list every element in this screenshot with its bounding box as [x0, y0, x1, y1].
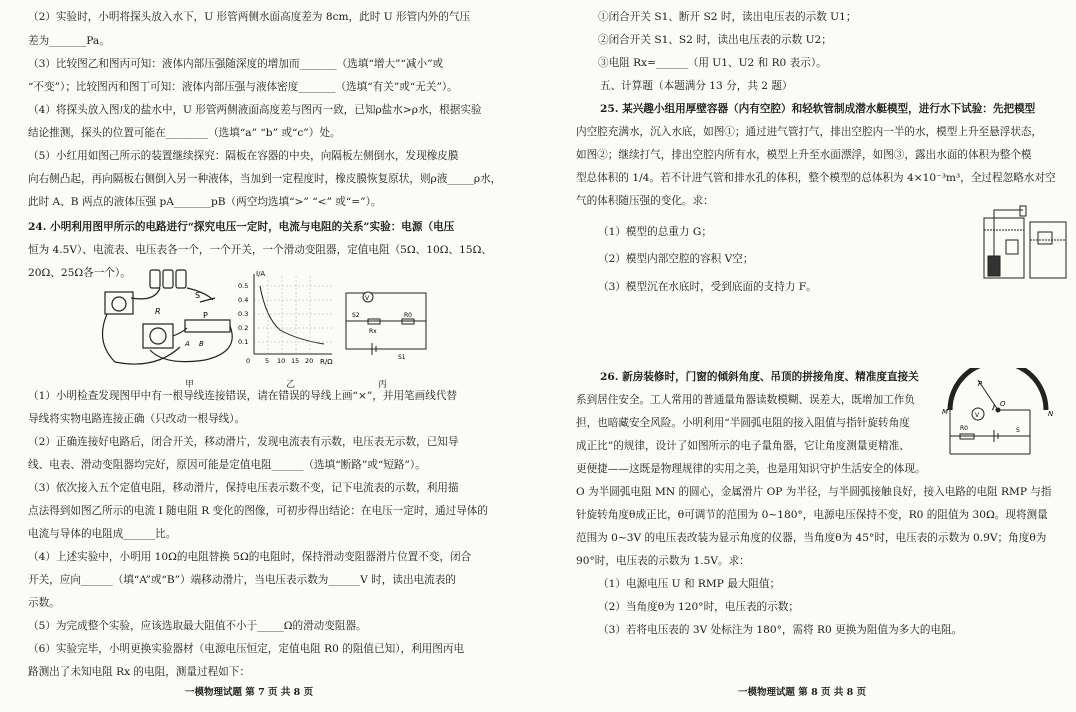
svg-text:O: O	[1000, 400, 1006, 408]
page-8	[548, 0, 1076, 712]
text-line: （2）模型内部空腔的容积 V空；	[598, 253, 754, 265]
svg-text:M: M	[942, 408, 949, 416]
text-line: （6）实验完毕，小明更换实验器材（电源电压恒定，定值电阻 R0 的阻值已知），利用图丙电	[28, 643, 465, 655]
text-line: “不变”）；比较图丙和图丁可知：液体内部压强与液体密度_______（选填“有关”或“无关”）。	[28, 81, 458, 93]
text-line: （3）模型沉在水底时，受到底面的支持力 F。	[598, 281, 817, 293]
svg-text:B: B	[199, 340, 204, 348]
svg-text:P: P	[978, 380, 983, 388]
graph-xlabel: R/Ω	[320, 358, 333, 366]
text-line: 系到居住安全。工人常用的普通量角器读数模糊、误差大，既增加工作负	[576, 394, 915, 406]
text-line: 结论推测，探头的位置可能在________（选填“a” “b” 或“c”）处。	[28, 127, 341, 139]
text-line: （4）将探头放入图戊的盐水中，U 形管两侧液面高度差与图丙一致，已知ρ盐水>ρ水，根据实验	[28, 104, 482, 116]
text-line: 恒为 4.5V）、电流表、电压表各一个，一个开关，一个滑动变阻器，定值电阻（5Ω、10Ω、15Ω、	[28, 244, 492, 256]
text-line: 针旋转角度θ成正比，θ可调节的范围为 0~180°，电源电压保持不变，R0 的阻值为 30Ω。现将测量	[576, 509, 1048, 521]
text-line: （1）电源电压 U 和 RMP 最大阻值；	[598, 578, 781, 590]
question-24: 24. 小明利用图甲所示的电路进行“探究电压一定时，电流与电阻的关系”实验：电源（电压	[28, 221, 455, 233]
xtick: 5	[265, 357, 270, 365]
svg-text:S: S	[195, 291, 201, 300]
figure-label-yi: 乙	[286, 380, 296, 390]
ytick: 0.5	[238, 282, 249, 290]
text-line: 点法得到如图乙所示的电流 I 随电阻 R 变化的图像，可初步得出结论：在电压一定时，通过导体的	[28, 505, 488, 517]
ytick: 0.1	[238, 338, 249, 346]
page-footer: 一模物理试题 第 7 页 共 8 页	[185, 687, 314, 698]
svg-text:R0: R0	[960, 425, 968, 432]
text-line: 范围为 0~3V 的电压表改装为显示角度的仪器，当角度θ为 45°时，电压表的示数为 0.9V；角度θ为	[576, 532, 1047, 544]
xtick: 10	[277, 357, 286, 365]
figure-graph-yi	[232, 268, 342, 368]
text-line: 此时 A、B 两点的液体压强 pA_______pB（两空均选填“>” “<” 或“=”）。	[28, 196, 382, 208]
ytick: 0.3	[238, 310, 249, 318]
svg-text:V: V	[975, 412, 980, 419]
figure-submarine-model	[980, 200, 1070, 280]
xtick: 15	[291, 357, 300, 365]
text-line: ②闭合开关 S1、S2 时，读出电压表的示数 U2；	[598, 34, 832, 46]
svg-text:A: A	[185, 340, 190, 348]
text-line: 担，也暗藏安全风险。小明利用“半圆弧电阻的接入阻值与指针旋转角度	[576, 417, 910, 429]
svg-text:S: S	[1016, 427, 1020, 434]
text-line: 线、电表、滑动变阻器均完好，原因可能是定值电阻______（选填“断路”或“短路”）。	[28, 459, 426, 471]
ytick: 0.2	[238, 324, 249, 332]
text-line: ①闭合开关 S1、断开 S2 时，读出电压表的示数 U1；	[598, 11, 857, 23]
question-26: 26. 新房装修时，门窗的倾斜角度、吊顶的拼接角度、精准度直接关	[600, 371, 919, 383]
page-footer: 一模物理试题 第 8 页 共 8 页	[738, 687, 867, 698]
svg-text:S1: S1	[398, 354, 406, 361]
text-line: 内空腔充满水，沉入水底，如图①；通过进气管打气，排出空腔内一半的水，模型上升至悬浮状态，	[576, 126, 1043, 138]
ytick: 0.4	[238, 296, 249, 304]
svg-text:Rx: Rx	[369, 328, 377, 335]
text-line: 向右侧凸起，再向隔板右侧倒入另一种液体，当加到一定程度时，橡皮膜恢复原状，则ρ液_____ρ水，	[28, 173, 502, 185]
text-line: （5）为完成整个实验，应该选取最大阻值不小于_____Ω的滑动变阻器。	[28, 620, 367, 632]
text-line: 导线将实物电路连接正确（只改动一根导线）。	[28, 413, 246, 425]
text-line: 气的体积随压强的变化。求：	[576, 195, 714, 207]
text-line: 差为_______Pa。	[28, 35, 110, 47]
text-line: 更便捷——这既是物理规律的实用之美，也是用知识守护生活安全的体现。	[576, 463, 926, 475]
text-line: （4）上述实验中，小明用 10Ω的电阻替换 5Ω的电阻时，保持滑动变阻器滑片位置不变，闭合	[28, 551, 472, 563]
svg-text:S2: S2	[352, 312, 360, 319]
text-line: 开关，应向______（填“A”或“B”）端移动滑片，当电压表示数为______V 时，读出电流表的	[28, 574, 456, 586]
page-7	[0, 0, 520, 712]
svg-text:R0: R0	[404, 312, 412, 319]
text-line: 电流与导体的电阻成______比。	[28, 528, 177, 540]
figure-schematic-bing	[342, 285, 430, 363]
text-line: （2）正确连接好电路后，闭合开关，移动滑片，发现电流表有示数，电压表无示数，已知导	[28, 436, 459, 448]
text-line: 90°时，电压表的示数为 1.5V。求：	[576, 555, 750, 567]
text-line: 20Ω、25Ω各一个）。	[28, 267, 131, 279]
text-line: 示数。	[28, 597, 60, 609]
graph-ylabel: I/A	[256, 270, 266, 278]
xtick: 20	[305, 357, 314, 365]
figure-protractor-circuit	[930, 368, 1060, 468]
text-line: （3）比较图乙和图丙可知：液体内部压强随深度的增加而_______（选填“增大”“减小”或	[28, 58, 444, 70]
text-line: （1）模型的总重力 G；	[598, 226, 712, 238]
svg-text:P: P	[203, 311, 208, 320]
svg-text:N: N	[1048, 410, 1054, 418]
text-line: 型总体积的 1/4。若不计进气管和排水孔的体积，整个模型的总体积为 4×10⁻³m³，全过程忽略水对空	[576, 172, 1056, 184]
text-line: （5）小红用如图己所示的装置继续探究：隔板在容器的中央，向隔板左侧倒水，发现橡皮膜	[28, 150, 459, 162]
text-line: （3）依次接入五个定值电阻，移动滑片，保持电压表示数不变，记下电流表的示数，利用描	[28, 482, 459, 494]
figure-circuit-jia	[95, 262, 245, 374]
section-heading: 五、计算题（本题满分 13 分，共 2 题）	[600, 80, 793, 92]
text-line: ③电阻 Rx=______（用 U1、U2 和 R0 表示）。	[598, 57, 827, 69]
figure-label-bing: 丙	[378, 380, 388, 390]
svg-text:V: V	[365, 295, 370, 302]
text-line: 如图②；继续打气，排出空腔内所有水，模型上升至水面漂浮，如图③，露出水面的体积为整个模	[576, 149, 1032, 161]
text-line: （3）若将电压表的 3V 处标注为 180°，需将 R0 更换为阻值为多大的电阻。	[598, 624, 963, 636]
question-25: 25. 某兴趣小组用厚壁容器（内有空腔）和轻软管制成潜水艇模型，进行水下试验：先把模型	[600, 103, 1036, 115]
svg-text:R: R	[155, 307, 161, 316]
text-line: 路测出了未知电阻 Rx 的电阻，测量过程如下：	[28, 666, 250, 678]
text-line: 成正比”的规律，设计了如图所示的电子量角器，它让角度测量更精准、	[576, 440, 910, 452]
text-line: （2）当角度θ为 120°时，电压表的示数；	[598, 601, 799, 613]
figure-label-jia: 甲	[185, 380, 195, 390]
text-line: O 为半圆弧电阻 MN 的圆心，金属滑片 OP 为半径，与半圆弧接触良好，接入电路的电阻 RMP 与指	[576, 486, 1052, 498]
ytick: 0	[246, 357, 251, 365]
text-line: （2）实验时，小明将探头放入水下，U 形管两侧水面高度差为 8cm，此时 U 形管内外的气压	[28, 11, 471, 23]
text-line: （1）小明检查发现图甲中有一根导线连接错误，请在错误的导线上画“×”，并用笔画线代替	[28, 390, 458, 402]
